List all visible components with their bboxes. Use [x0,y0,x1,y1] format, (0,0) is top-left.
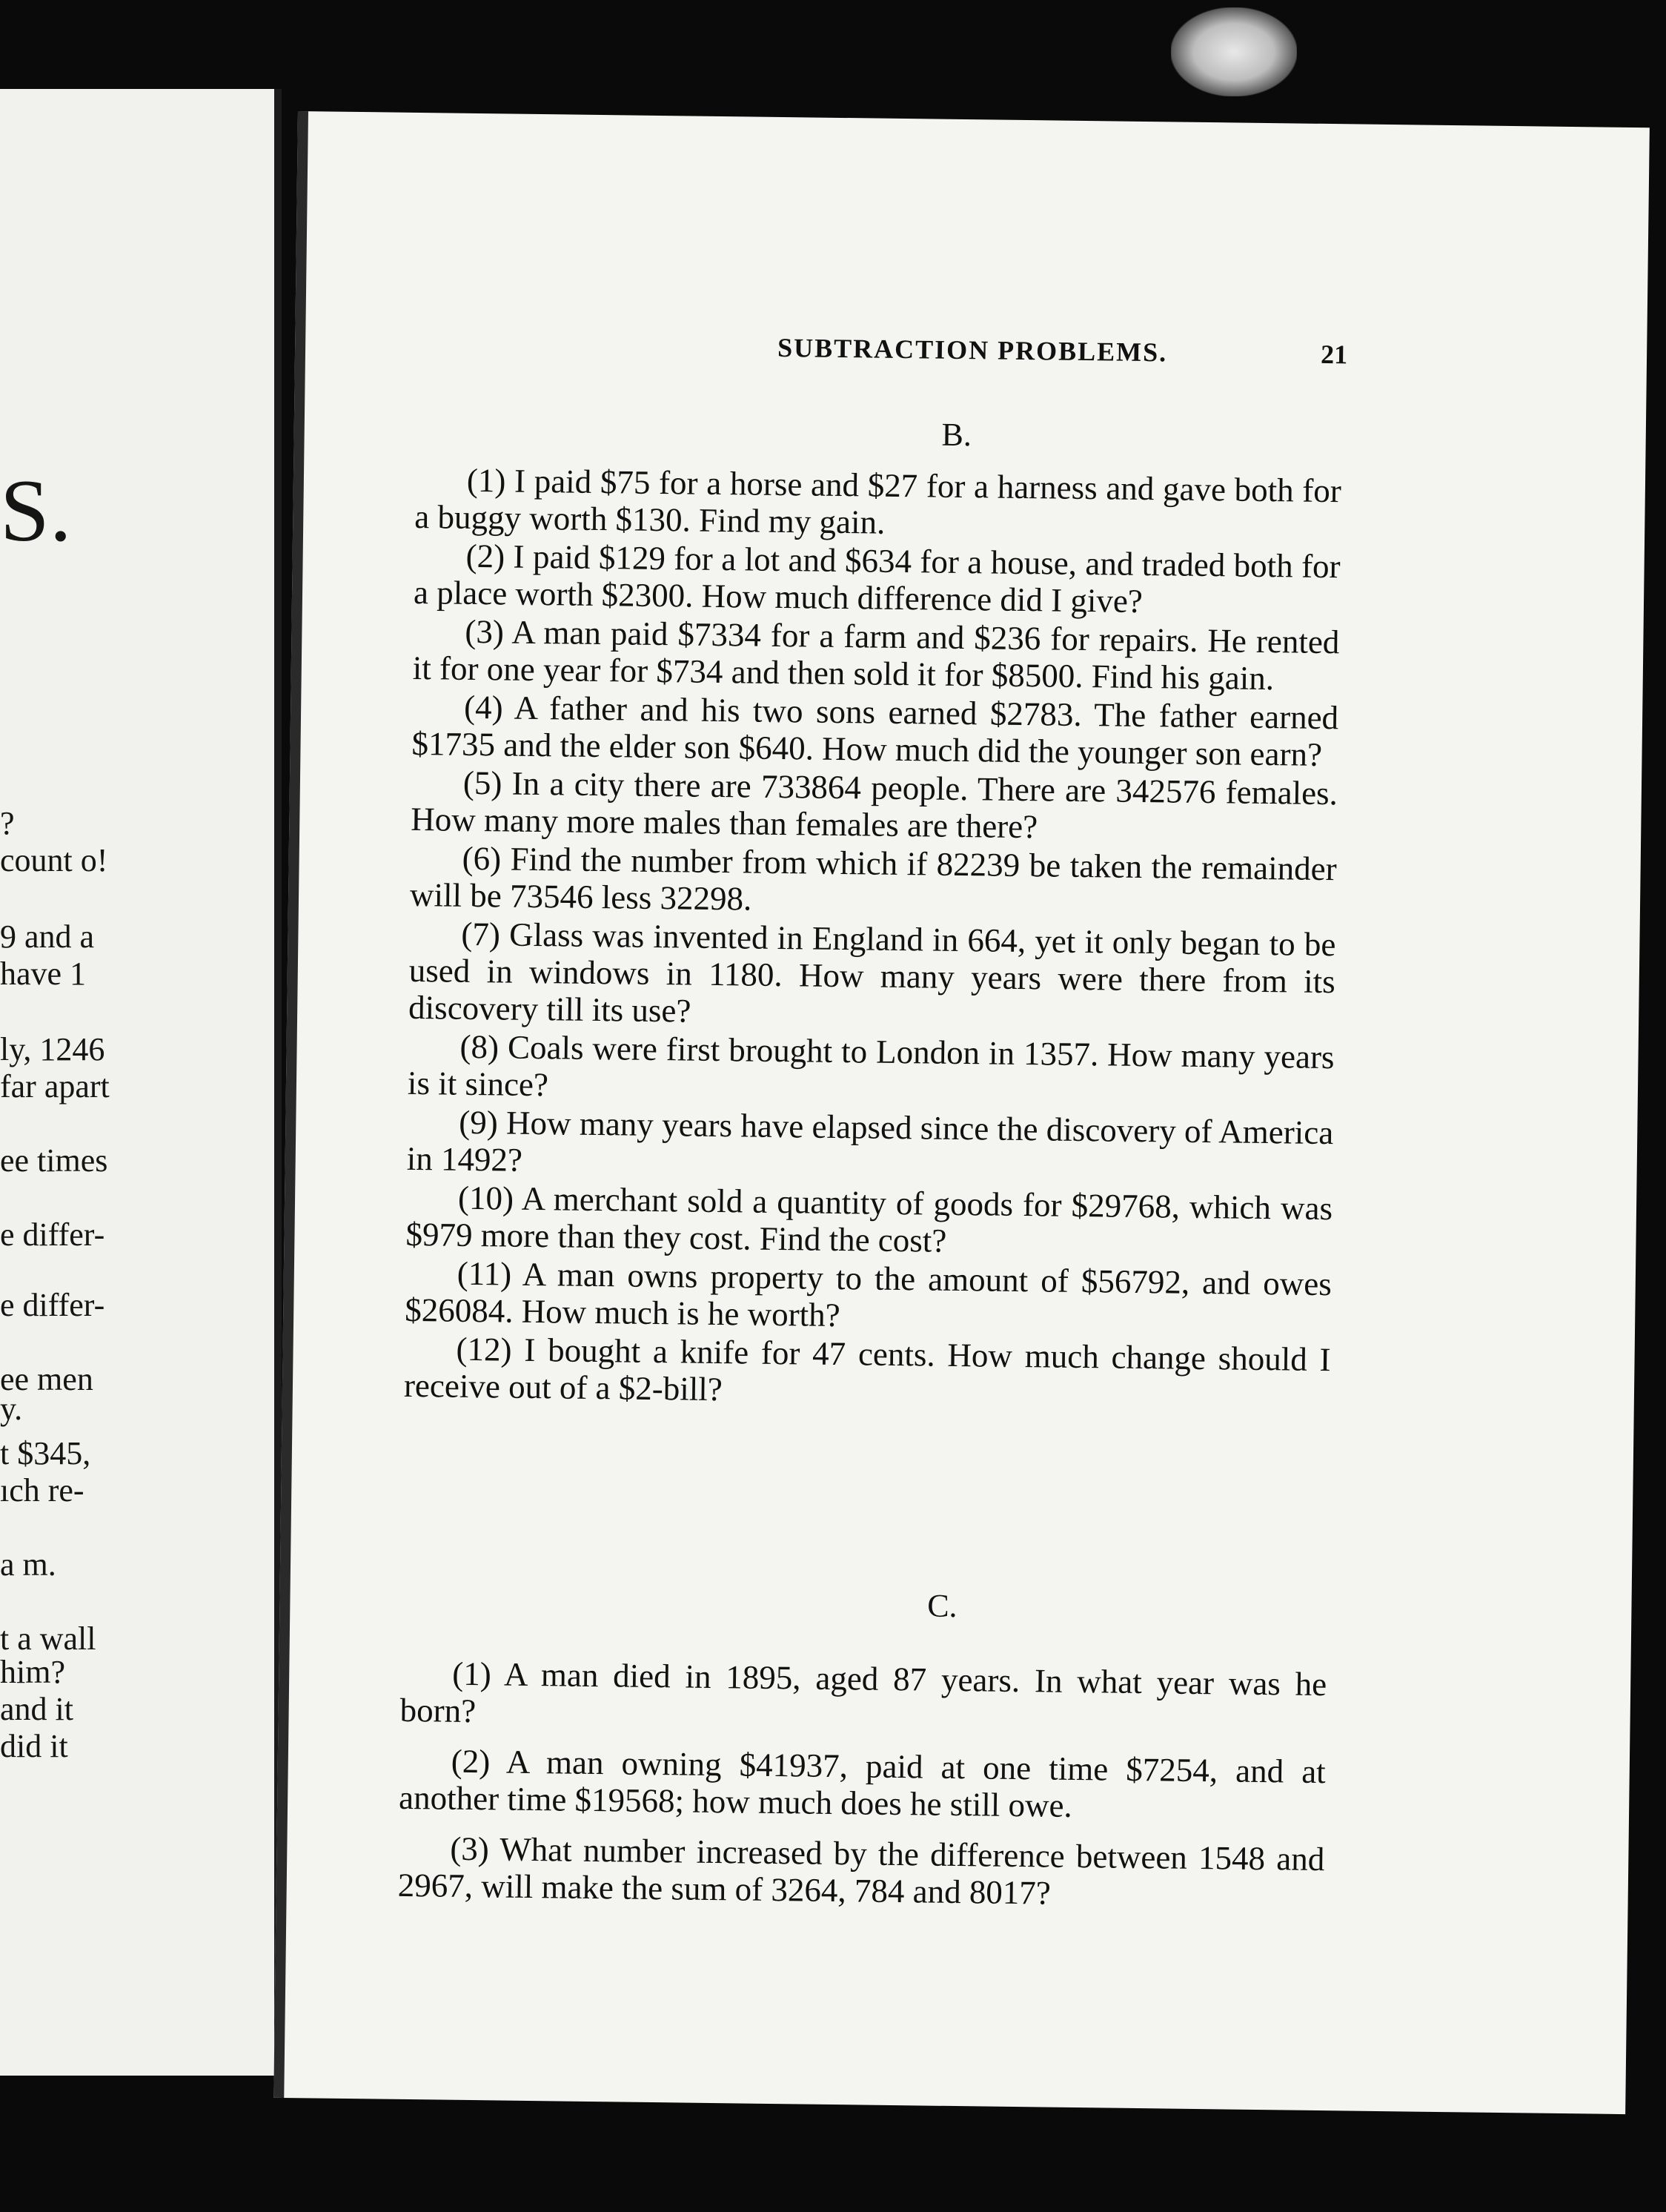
left-page-line: e differ- [0,1216,105,1253]
problem-item: (3) What number increased by the difference between 1548 and 2967, will make the sum of 3264, 784 and 8017? [397,1829,1325,1912]
problem-item: (7) Glass was invented in England in 664, yet it only began to be used in windows in 1180. How many years were there from its discovery till its use? [408,915,1336,1030]
left-page-line: t $345, [0,1435,91,1471]
left-page-line: ee men [0,1361,93,1397]
problem-item: (10) A merchant sold a quantity of goods for $29768, which was $979 more than they cost. Find the cost? [405,1179,1333,1259]
left-page-line: ? [0,805,15,841]
problem-item: (1) A man died in 1895, aged 87 years. In what year was he born? [399,1655,1327,1730]
page-number: 21 [1320,339,1348,370]
problem-item: (3) A man paid $7334 for a farm and $236 for repairs. He rented it for one year for $734 and then sold it for $8500. Find his gain. [412,612,1340,698]
problem-item: (12) I bought a knife for 47 cents. How much change should I receive out of a $2-bill? [403,1330,1331,1408]
left-page-line: did it [0,1728,68,1764]
left-page-line: a m. [0,1546,56,1583]
problem-list-b [404,461,1341,1417]
left-page-line: y. [0,1391,23,1427]
left-page-line: ly, 1246 [0,1031,105,1067]
problem-item: (8) Coals were first brought to London in 1357. How many years is it since? [407,1027,1335,1104]
section-heading-b: B. [941,416,972,454]
left-page-line: far apart [0,1068,110,1105]
problem-item: (2) I paid $129 for a lot and $634 for a house, and traded both for a place worth $2300. How much difference did I give? [413,537,1341,620]
left-page-line: ıch re- [0,1472,84,1509]
scan-blemish [1171,7,1297,96]
book-page [273,111,1650,2114]
section-heading-c: C. [926,1587,958,1625]
problem-item: (4) A father and his two sons earned $2783. The father earned $1735 and the elder son $640. How much did the younger son earn? [411,688,1339,773]
problem-list-c [397,1655,1327,1916]
problem-item: (11) A man owns property to the amount of $56792, and owes $26084. How much is he worth? [404,1254,1333,1334]
left-page-fragment [0,89,282,2076]
left-page-line: t a wall [0,1620,96,1657]
problem-item: (1) I paid $75 for a horse and $27 for a harness and gave both for a buggy worth $130. Find my gain. [414,461,1342,541]
left-page-line: 9 and a [0,918,95,955]
page-header [305,326,1647,370]
left-page-line: and it [0,1691,73,1727]
left-page-line: e differ- [0,1287,105,1323]
left-page-line: count o! [0,842,108,878]
running-title: SUBTRACTION PROBLEMS. [777,332,1168,368]
problem-item: (5) In a city there are 733864 people. There are 342576 females. How many more males than females are there? [411,764,1338,846]
left-page-line: him? [0,1654,65,1690]
problem-item: (2) A man owning $41937, paid at one time $7254, and at another time $19568; how much does he still owe. [398,1742,1327,1824]
left-page-line: ee times [0,1142,108,1179]
problem-item: (6) Find the number from which if 82239 be taken the remainder will be 73546 less 32298. [409,839,1337,918]
problem-item: (9) How many years have elapsed since the discovery of America in 1492? [406,1103,1334,1179]
left-page-line: have 1 [0,956,87,992]
left-page-heading-fragment: S. [0,461,72,560]
